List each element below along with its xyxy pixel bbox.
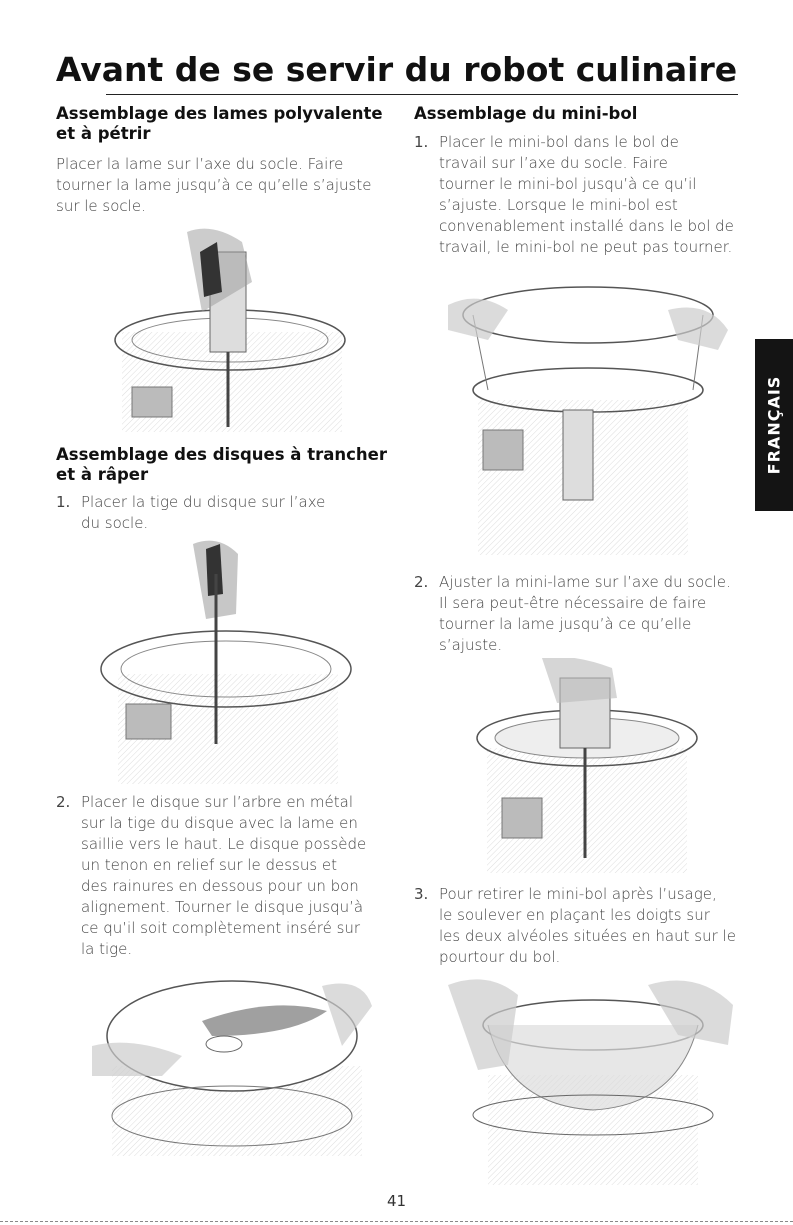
figure-blade-assembly [92, 222, 362, 432]
language-tab: FRANÇAIS [755, 339, 793, 511]
figure-disc-placement [92, 966, 372, 1156]
figure-mini-blade [462, 658, 712, 873]
step-text: Placer la tige du disque sur l’axe du socle. [81, 493, 326, 532]
step-number: 2. [56, 793, 71, 811]
step-text: Ajuster la mini-lame sur l’axe du socle. Il sera peut-être nécessaire de faire tourner la lame jusqu’à ce qu’elle s’ajuste. [439, 573, 731, 654]
figure-disc-stem [88, 534, 358, 784]
title-rule [106, 94, 738, 95]
bottom-border [0, 1221, 793, 1222]
step-text: Pour retirer le mini-bol après l’usage, le soulever en plaçant les doigts sur les deux alvéoles situées en haut sur le pourtour du bol. [439, 885, 736, 966]
figure-mini-bowl-placement [448, 270, 728, 555]
page-number: 41 [386, 1192, 407, 1210]
step-number: 2. [414, 573, 429, 591]
paragraph-multipurpose-blade: Placer la lame sur l’axe du socle. Faire tourner la lame jusqu’à ce qu’elle s’ajuste sur le socle. [56, 155, 372, 215]
step-number: 1. [56, 493, 71, 511]
step-text: Placer le mini-bol dans le bol de travail sur l’axe du socle. Faire tourner le mini-bol jusqu’à ce qu’il s’ajuste. Lorsque le mini-bol est convenablement installé dans le bol de travail, le mini-bol ne peut pas tourner. [439, 133, 734, 256]
step-number: 3. [414, 885, 429, 903]
heading-multipurpose-blade: Assemblage des lames polyvalente et à pétrir [56, 104, 383, 143]
figure-mini-bowl-removal [448, 975, 733, 1185]
step-text: Placer le disque sur l’arbre en métal sur la tige du disque avec la lame en saillie vers le haut. Le disque possède un tenon en relief sur le dessus et des rainures en dessous pour un bon alignement. Tourner le disque jusqu’à ce qu’il soit complètement inséré sur la tige. [81, 793, 367, 958]
page-title: Avant de se servir du robot culinaire [55, 50, 738, 89]
step-number: 1. [414, 133, 429, 151]
heading-mini-bowl: Assemblage du mini-bol [414, 104, 638, 123]
heading-slicing-discs: Assemblage des disques à trancher et à râper [56, 445, 387, 484]
